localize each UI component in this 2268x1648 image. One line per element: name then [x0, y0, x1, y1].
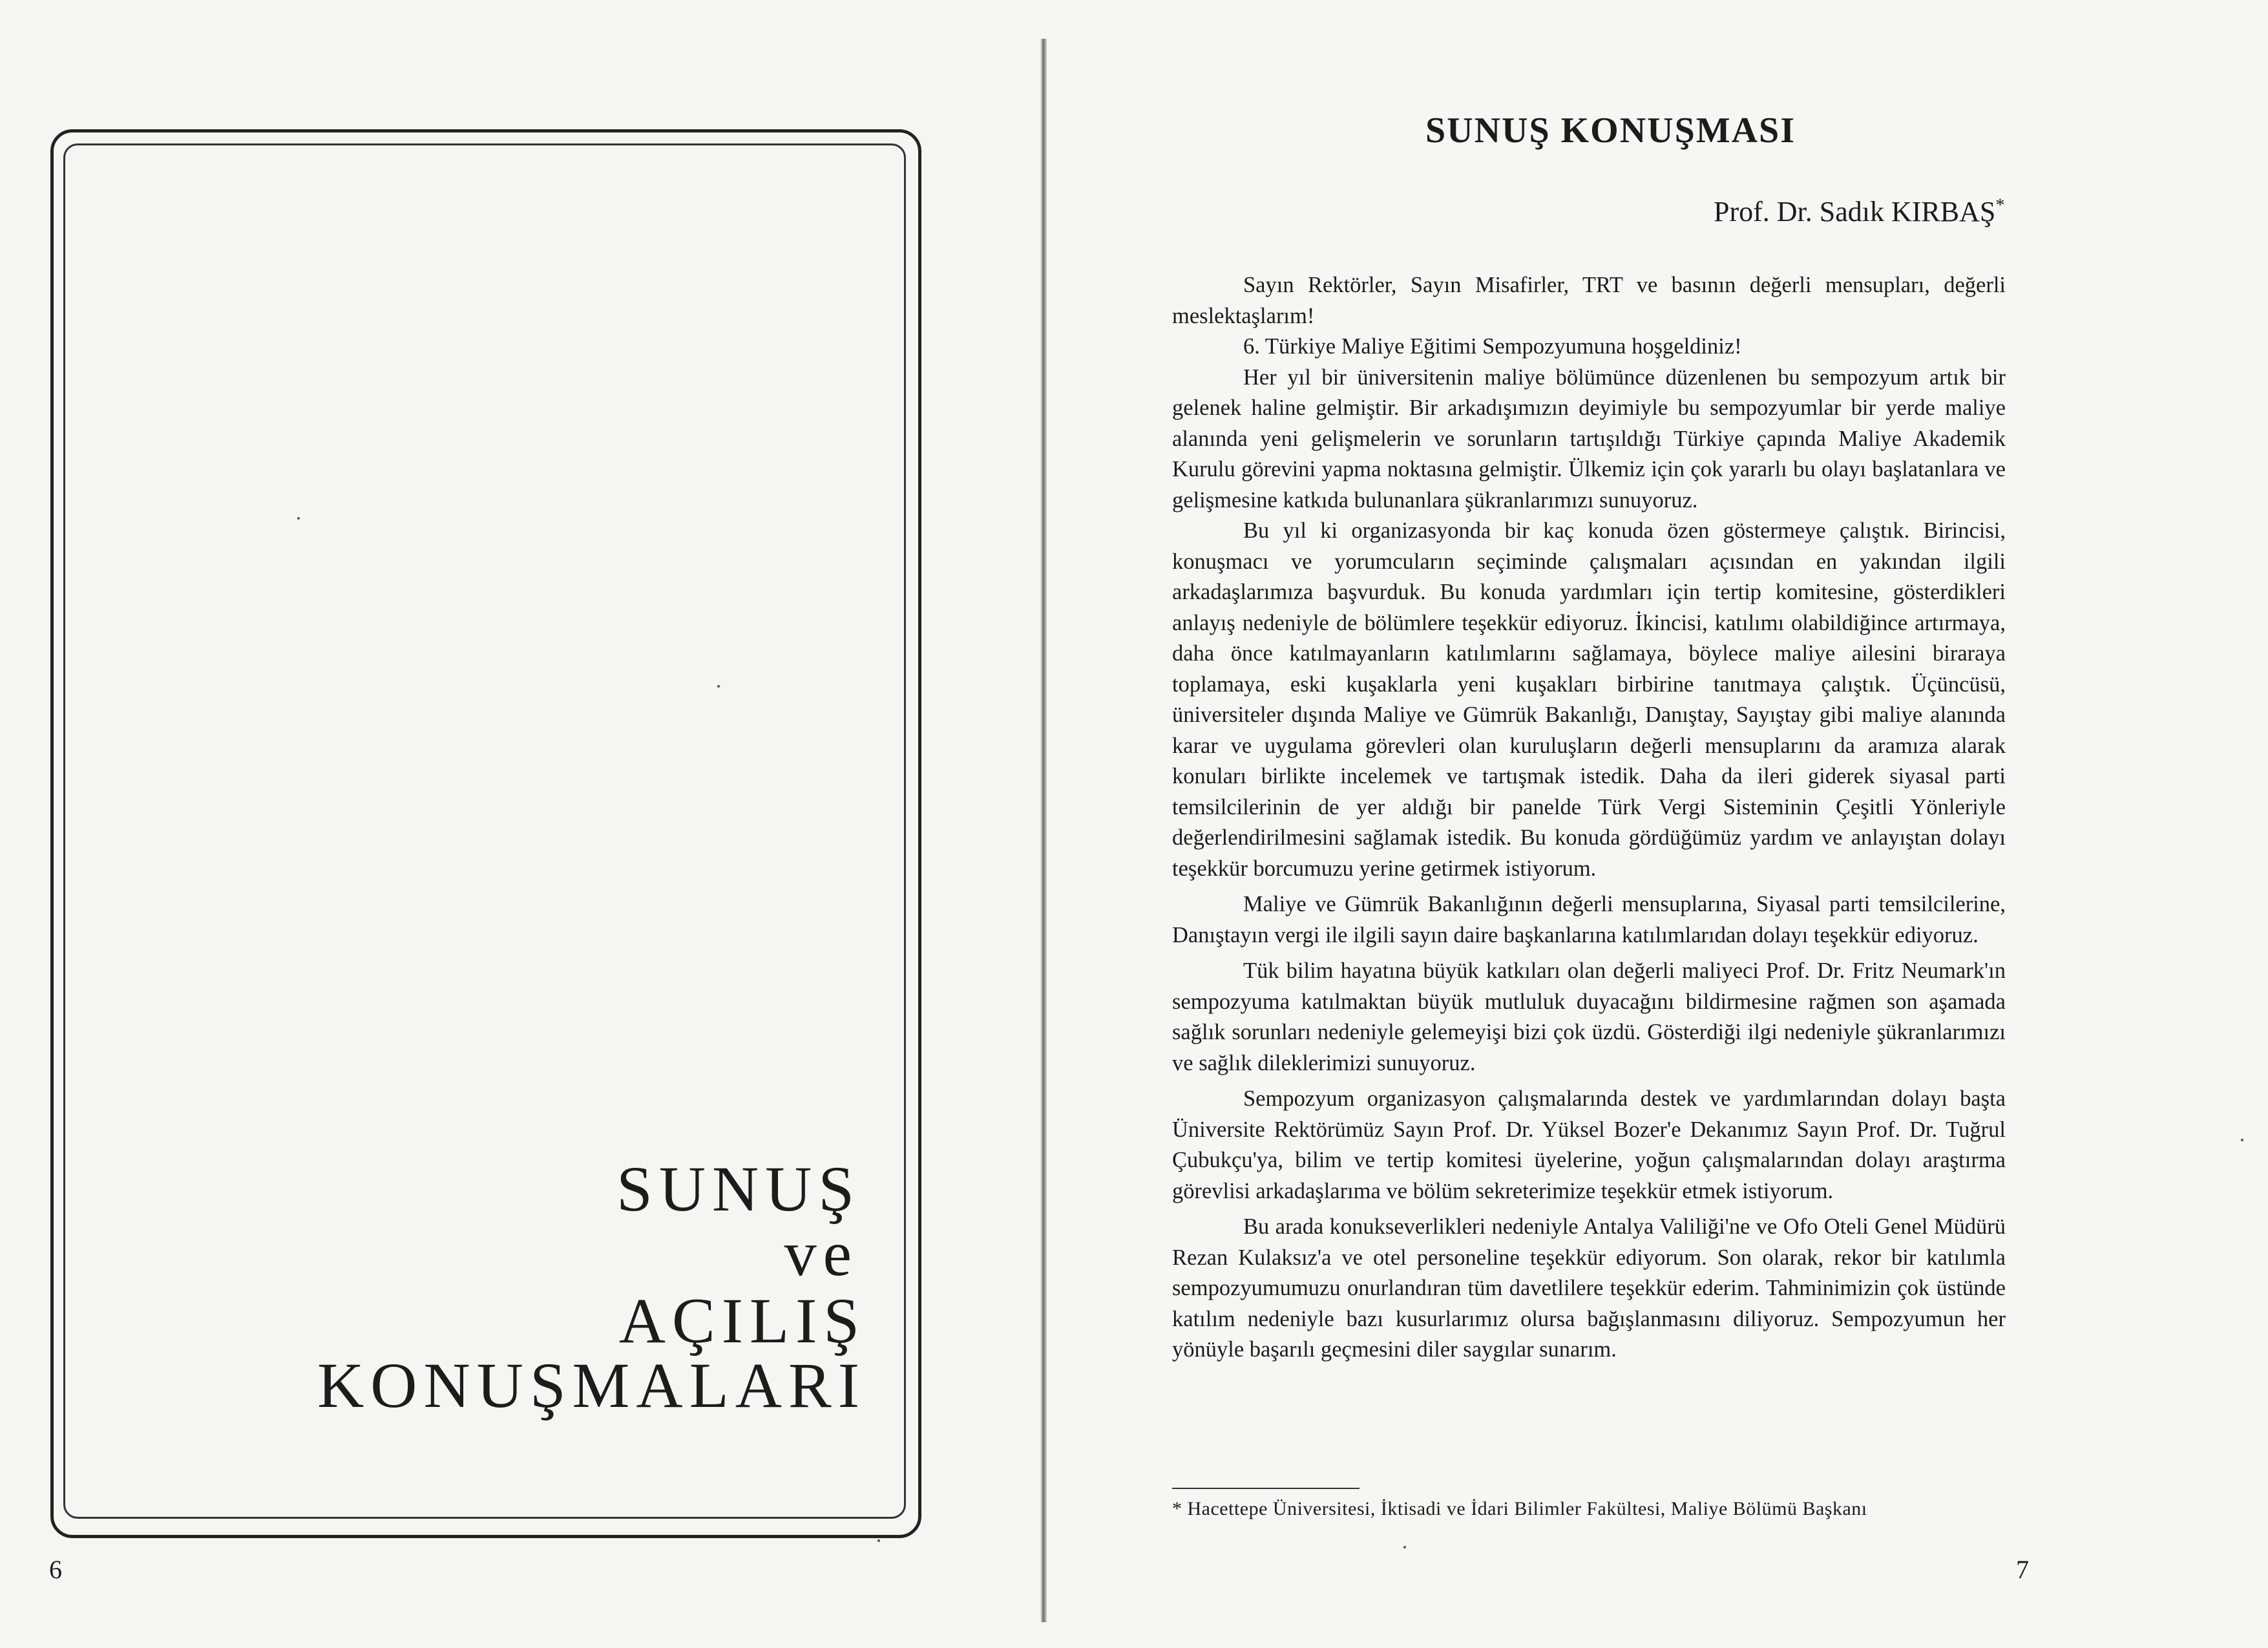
page-number-right: 7 [2016, 1555, 2029, 1584]
scan-speck [297, 517, 300, 520]
paragraph: Sempozyum organizasyon çalışmalarında destek ve yardımlarından dolayı başta Üniversite Rektörümüz Sayın Prof. Dr. Yüksel Bozer'e Dekanımız Sayın Prof. Dr. Tuğrul Çubukçu'ya, bilim ve tertip komitesi üyelerine, yoğun çalışmalarından dolayı araştırma görevlisi arkadaşlarıma ve bölüm sekreterimize teşekkür etmek istiyorum. [1172, 1086, 2006, 1203]
paragraph: Sayın Rektörler, Sayın Misafirler, TRT ve basının değerli mensupları, değerli meslektaşlarım! [1172, 273, 2006, 328]
author-line [1714, 195, 2004, 228]
paragraph: 6. Türkiye Maliye Eğitimi Sempozyumuna hoşgeldiniz! [1243, 334, 1742, 359]
paragraph: Bu yıl ki organizasyonda bir kaç konuda özen göstermeye çalıştık. Birincisi, konuşmacı ve yorumcuların seçiminde çalışmaları açısından en yakından ilgili arkadaşlarımıza başvurduk. Bu konuda yardımları için tertip komitesine, gösterdikleri anlayış nedeniyle de bölümlere teşekkür ediyoruz. İkincisi, katılımı olabildiğince artırmaya, daha önce katılmayanların katılımlarını sağlamaya, böylece maliye ailesini biraraya toplamaya, eski kuşaklarla yeni kuşakları birbirine tanıtmaya çalıştık. Üçüncüsü, üniversiteler dışında Maliye ve Gümrük Bakanlığı, Danıştay, Sayıştay gibi maliye alanında karar ve uygulama görevleri olan kuruluşların değerli mensuplarını da aramıza alarak konuları birlikte incelemek ve tartışmak istedik. Daha da ileri giderek siyasal parti temsilcilerinin de yer aldığı bir panelde Türk Vergi Sisteminin Çeşitli Yönleriyle değerlendirilmesini sağlamak istedik. Bu konuda gördüğümüz yardım ve anlayıştan dolayı teşekkür borcumuzu yerine getirmek istiyorum. [1172, 518, 2006, 881]
paragraph: Her yıl bir üniversitenin maliye bölümünce düzenlenen bu sempozyum artık bir gelenek haline gelmiştir. Bir arkadışımızın deyimiyle bu sempozyumlar bir yerde maliye alanında yeni gelişmelerin ve sorunların tartışıldığı Türkiye çapında Maliye Akademik Kurulu görevini yapma noktasına gelmiştir. Ülkemiz için çok yararlı bu olayı başlatanlara ve gelişmesine katkıda bulunanlara şükranlarımızı sunuyoruz. [1172, 364, 2006, 512]
footnote: * Hacettepe Üniversitesi, İktisadi ve İdari Bilimler Fakültesi, Maliye Bölümü Başkanı [1172, 1498, 1867, 1519]
page-heading: SUNUŞ KONUŞMASI [1425, 111, 1796, 151]
scan-speck [877, 1539, 880, 1542]
paragraph: Maliye ve Gümrük Bakanlığının değerli mensuplarına, Siyasal parti temsilcilerine, Danıştayın vergi ile ilgili sayın daire başkanlarına katılımlarıdan dolayı teşekkür ediyoruz. [1172, 892, 2006, 947]
speech-body [1172, 270, 2006, 1366]
footnote-marker: * [1995, 195, 2005, 216]
section-title [90, 1153, 866, 1421]
scan-speck [2241, 1139, 2243, 1141]
section-title-line-3: AÇILIŞ KONUŞMALARI [317, 1285, 866, 1421]
footnote-divider [1172, 1488, 1360, 1489]
author-name: Prof. Dr. Sadık KIRBAŞ [1714, 196, 1996, 227]
section-title-line-2: ve [784, 1218, 858, 1289]
section-title-line-1: SUNUŞ [616, 1153, 861, 1225]
paragraph: Tük bilim hayatına büyük katkıları olan değerli maliyeci Prof. Dr. Fritz Neumark'ın sempozyuma katılmaktan büyük mutluluk duyacağını bildirmesine rağmen son aşamada sağlık sorunları nedeniyle gelemeyişi bizi çok üzdü. Gösterdiği ilgi nedeniyle şükranlarımızı ve sağlık dileklerimizi sunuyoruz. [1172, 958, 2006, 1075]
scan-speck [1403, 1546, 1406, 1548]
scan-speck [717, 685, 720, 688]
left-page [0, 0, 1047, 1648]
book-gutter [1040, 39, 1047, 1622]
page-number-left: 6 [49, 1555, 62, 1584]
paragraph: Bu arada konukseverlikleri nedeniyle Antalya Valiliği'ne ve Ofo Oteli Genel Müdürü Rezan Kulaksız'a ve otel personeline teşekkür ediyorum. Son olarak, rekor bir katılımla sempozyumumuzu onurlandıran tüm davetlilere teşekkür ederim. Tahminimizin çok üstünde katılım nedeniyle bazı kusurlarımız olursa bağışlanmasını diliyoruz. Sempozyumun her yönüyle başarılı geçmesini diler saygılar sunarım. [1172, 1214, 2006, 1362]
